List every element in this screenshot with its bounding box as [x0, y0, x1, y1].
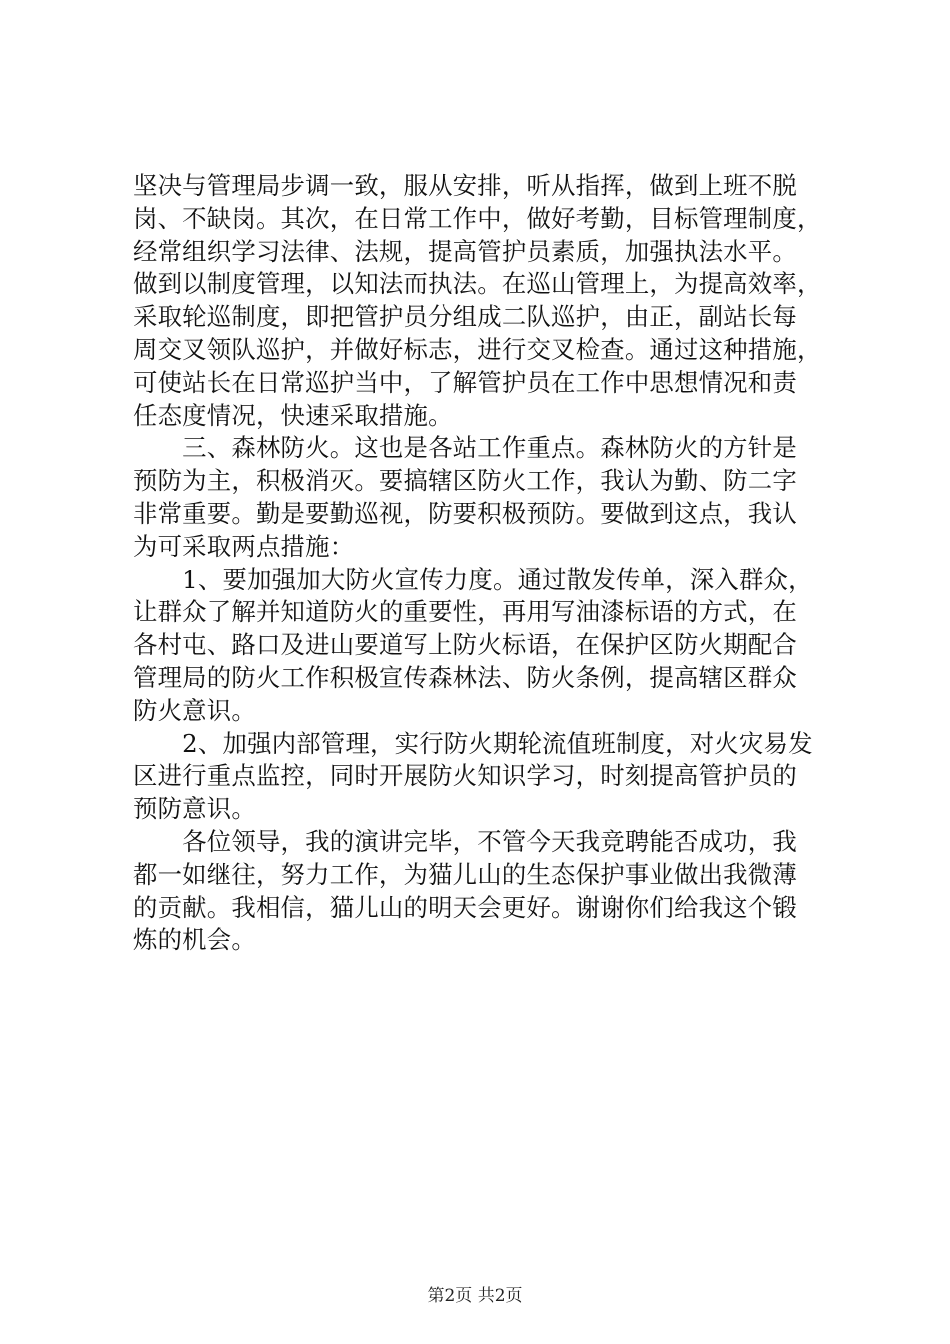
- text-line: 区进行重点监控，同时开展防火知识学习，时刻提高管护员的: [133, 761, 797, 791]
- text-line: 1、要加强加大防火宣传力度。通过散发传单，深入群众，: [133, 564, 813, 594]
- text-line: 的贡献。我相信，猫儿山的明天会更好。谢谢你们给我这个锻: [133, 892, 797, 922]
- text-line: 非常重要。勤是要勤巡视，防要积极预防。要做到这点，我认: [133, 498, 797, 528]
- text-line: 为可采取两点措施：: [133, 531, 355, 561]
- text-line: 预防意识。: [133, 794, 256, 824]
- text-line: 周交叉领队巡护，并做好标志，进行交叉检查。通过这种措施，: [133, 334, 822, 364]
- text-line: 预防为主，积极消灭。要搞辖区防火工作，我认为勤、防二字: [133, 466, 797, 496]
- text-line: 可使站长在日常巡护当中，了解管护员在工作中思想情况和责: [133, 367, 797, 397]
- text-line: 各村屯、路口及进山要道写上防火标语，在保护区防火期配合: [133, 630, 797, 660]
- text-line: 让群众了解并知道防火的重要性，再用写油漆标语的方式，在: [133, 597, 797, 627]
- text-line: 管理局的防火工作积极宣传森林法、防火条例，提高辖区群众: [133, 662, 797, 692]
- text-line: 做到以制度管理，以知法而执法。在巡山管理上，为提高效率，: [133, 269, 822, 299]
- text-line: 2、加强内部管理，实行防火期轮流值班制度，对火灾易发: [133, 728, 813, 758]
- document-body: [133, 170, 841, 957]
- page-footer: [0, 1284, 950, 1308]
- text-line: 炼的机会。: [133, 925, 256, 955]
- page-number-label: 第2页 共2页: [427, 1286, 523, 1306]
- text-line: 经常组织学习法律、法规，提高管护员素质，加强执法水平。: [133, 236, 797, 266]
- text-line: 防火意识。: [133, 695, 256, 725]
- text-line: 岗、不缺岗。其次，在日常工作中，做好考勤，目标管理制度，: [133, 203, 822, 233]
- text-line: 坚决与管理局步调一致，服从安排，听从指挥，做到上班不脱: [133, 171, 797, 200]
- text-line: 采取轮巡制度，即把管护员分组成二队巡护，由正，副站长每: [133, 302, 797, 332]
- text-line: 各位领导，我的演讲完毕，不管今天我竞聘能否成功，我: [133, 826, 797, 856]
- text-line: 三、森林防火。这也是各站工作重点。森林防火的方针是: [133, 433, 797, 463]
- text-line: 都一如继往，努力工作，为猫儿山的生态保护事业做出我微薄: [133, 859, 797, 889]
- text-line: 任态度情况，快速采取措施。: [133, 400, 453, 430]
